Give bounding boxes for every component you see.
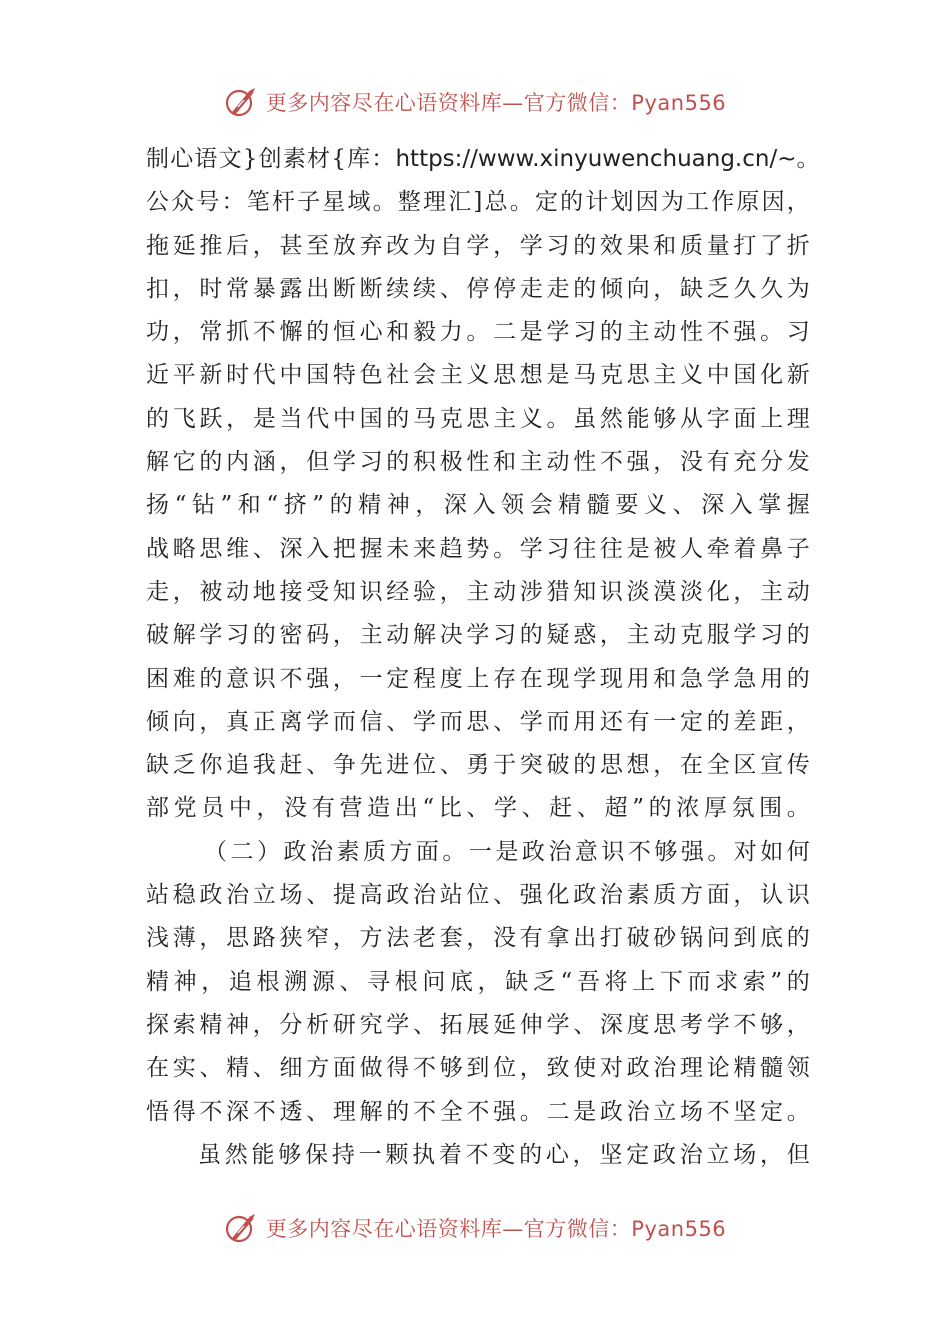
body-line: 扣，时常暴露出断断续续、停停走走的倾向，缺乏久久为 [146, 275, 811, 302]
body-line-0 [146, 138, 821, 181]
body-line: 困难的意识不强，一定程度上存在现学现用和急学急用的 [146, 665, 811, 692]
body-line: 近平新时代中国特色社会主义思想是马克思主义中国化新 [146, 362, 811, 389]
document-body [146, 138, 821, 1177]
paragraph-start-line: 虽然能够保持一颗执着不变的心，坚定政治立场，但 [198, 1141, 811, 1168]
body-line: 的飞跃，是当代中国的马克思主义。虽然能够从字面上理 [146, 405, 811, 432]
body-line: 战略思维、深入把握未来趋势。学习往往是被人牵着鼻子 [146, 535, 811, 562]
header-banner [0, 82, 950, 122]
quill-pen-circle-icon [224, 85, 258, 119]
body-line: 精神，追根溯源、寻根问底，缺乏“吾将上下而求索”的 [146, 968, 811, 995]
section-heading-line: （二）政治素质方面。一是政治意识不够强。对如何 [204, 838, 811, 865]
header-banner-text: 更多内容尽在心语资料库—官方微信：Pyan556 [265, 91, 727, 115]
body-line: 悟得不深不透、理解的不全不强。二是政治立场不坚定。 [146, 1098, 811, 1125]
body-line: 倾向，真正离学而信、学而思、学而用还有一定的差距， [146, 708, 811, 735]
body-line: 解它的内涵，但学习的积极性和主动性不强，没有充分发 [146, 449, 811, 476]
body-line: 探索精神，分析研究学、拓展延伸学、深度思考学不够， [146, 1011, 811, 1038]
body-line: 站稳政治立场、提高政治站位、强化政治素质方面，认识 [146, 882, 811, 909]
body-line: 扬“钻”和“挤”的精神，深入领会精髓要义、深入掌握 [146, 492, 811, 519]
footer-banner [0, 1208, 950, 1248]
quill-pen-circle-icon [224, 1211, 258, 1245]
footer-banner-text: 更多内容尽在心语资料库—官方微信：Pyan556 [265, 1217, 727, 1241]
body-line: 功，常抓不懈的恒心和毅力。二是学习的主动性不强。习 [146, 319, 811, 346]
body-line: 浅薄，思路狭窄，方法老套，没有拿出打破砂锅问到底的 [146, 925, 811, 952]
body-line: 部党员中，没有营造出“比、学、赶、超”的浓厚氛围。 [146, 795, 811, 822]
body-line-0-prefix: 制心语文}创素材{库： [146, 146, 396, 172]
body-line: 走，被动地接受知识经验，主动涉猎知识淡漠淡化，主动 [146, 578, 811, 605]
body-line: 破解学习的密码，主动解决学习的疑惑，主动克服学习的 [146, 622, 811, 649]
body-line: 公众号：笔杆子星域。整理汇]总。定的计划因为工作原因， [146, 189, 811, 216]
body-line: 在实、精、细方面做得不够到位，致使对政治理论精髓领 [146, 1055, 811, 1082]
body-line: 拖延推后，甚至放弃改为自学，学习的效果和质量打了折 [146, 232, 811, 259]
website-url[interactable]: https://www.xinyuwenchuang.cn/~ [395, 146, 797, 172]
body-line-0-suffix: 。 [796, 146, 821, 172]
body-line: 缺乏你追我赶、争先进位、勇于突破的思想，在全区宣传 [146, 752, 811, 779]
